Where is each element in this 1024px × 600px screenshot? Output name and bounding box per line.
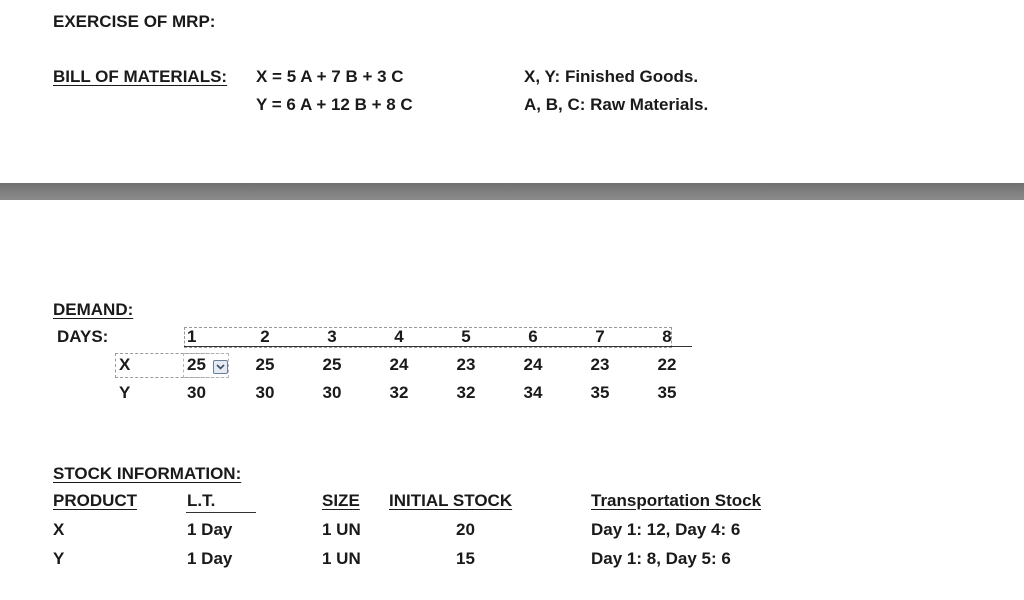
- demand-y-day-1[interactable]: 30: [187, 383, 206, 402]
- stock-row-x-size: 1 UN: [322, 520, 361, 539]
- bom-equation-x: X = 5 A + 7 B + 3 C: [256, 67, 404, 86]
- stock-row-x-initial-stock: 20: [456, 520, 475, 539]
- stock-header-product: PRODUCT: [53, 491, 138, 510]
- day-header-3[interactable]: 3: [327, 327, 337, 346]
- stock-row-x-lead-time: 1 Day: [187, 520, 233, 539]
- day-header-6[interactable]: 6: [528, 327, 538, 346]
- bom-note-raw-materials: A, B, C: Raw Materials.: [524, 95, 709, 114]
- demand-x-day-8[interactable]: 22: [657, 355, 677, 374]
- bom-note-finished-goods: X, Y: Finished Goods.: [524, 67, 699, 86]
- days-label: DAYS:: [57, 327, 109, 346]
- page-title: EXERCISE OF MRP:: [53, 12, 216, 31]
- demand-y-day-2[interactable]: 30: [255, 383, 275, 402]
- stock-header-size: SIZE: [322, 491, 360, 510]
- demand-label: DEMAND:: [53, 300, 134, 319]
- stock-header-transportation-stock: Transportation Stock: [591, 491, 762, 510]
- page-break-band: [0, 183, 1024, 200]
- stock-header-initial-stock: INITIAL STOCK: [389, 491, 513, 510]
- demand-x-day-1[interactable]: 25: [187, 355, 206, 374]
- demand-x-day-6[interactable]: 24: [523, 355, 543, 374]
- day-header-7[interactable]: 7: [595, 327, 605, 346]
- demand-row-x-label[interactable]: X: [119, 355, 131, 374]
- day-header-2[interactable]: 2: [260, 327, 270, 346]
- stock-row-y-initial-stock: 15: [456, 549, 475, 568]
- stock-row-y-transportation-stock: Day 1: 8, Day 5: 6: [591, 549, 731, 568]
- day-header-5[interactable]: 5: [461, 327, 471, 346]
- stock-row-y-size: 1 UN: [322, 549, 361, 568]
- demand-y-day-3[interactable]: 30: [322, 383, 342, 402]
- demand-row-y-label[interactable]: Y: [119, 383, 131, 402]
- stock-row-y-product: Y: [53, 549, 65, 568]
- day-header-1[interactable]: 1: [187, 327, 197, 346]
- day-header-8[interactable]: 8: [662, 327, 672, 346]
- bom-equation-y: Y = 6 A + 12 B + 8 C: [256, 95, 413, 114]
- demand-y-day-5[interactable]: 32: [456, 383, 476, 402]
- stock-row-x-transportation-stock: Day 1: 12, Day 4: 6: [591, 520, 741, 539]
- demand-x-day-3[interactable]: 25: [322, 355, 342, 374]
- demand-x-day-2[interactable]: 25: [255, 355, 275, 374]
- demand-x-day-5[interactable]: 23: [456, 355, 476, 374]
- lead-time-underline: [186, 512, 256, 513]
- stock-header-lead-time: L.T.: [187, 491, 216, 510]
- day-header-4[interactable]: 4: [394, 327, 404, 346]
- demand-y-day-6[interactable]: 34: [523, 383, 543, 402]
- demand-y-day-7[interactable]: 35: [590, 383, 610, 402]
- chevron-down-icon[interactable]: [213, 360, 228, 374]
- stock-row-y-lead-time: 1 Day: [187, 549, 233, 568]
- stock-info-label: STOCK INFORMATION:: [53, 464, 242, 483]
- stock-row-x-product: X: [53, 520, 65, 539]
- demand-x-day-4[interactable]: 24: [389, 355, 409, 374]
- demand-y-day-8[interactable]: 35: [657, 383, 677, 402]
- demand-y-day-4[interactable]: 32: [389, 383, 409, 402]
- bom-label: BILL OF MATERIALS:: [53, 67, 228, 86]
- demand-x-day-7[interactable]: 23: [590, 355, 610, 374]
